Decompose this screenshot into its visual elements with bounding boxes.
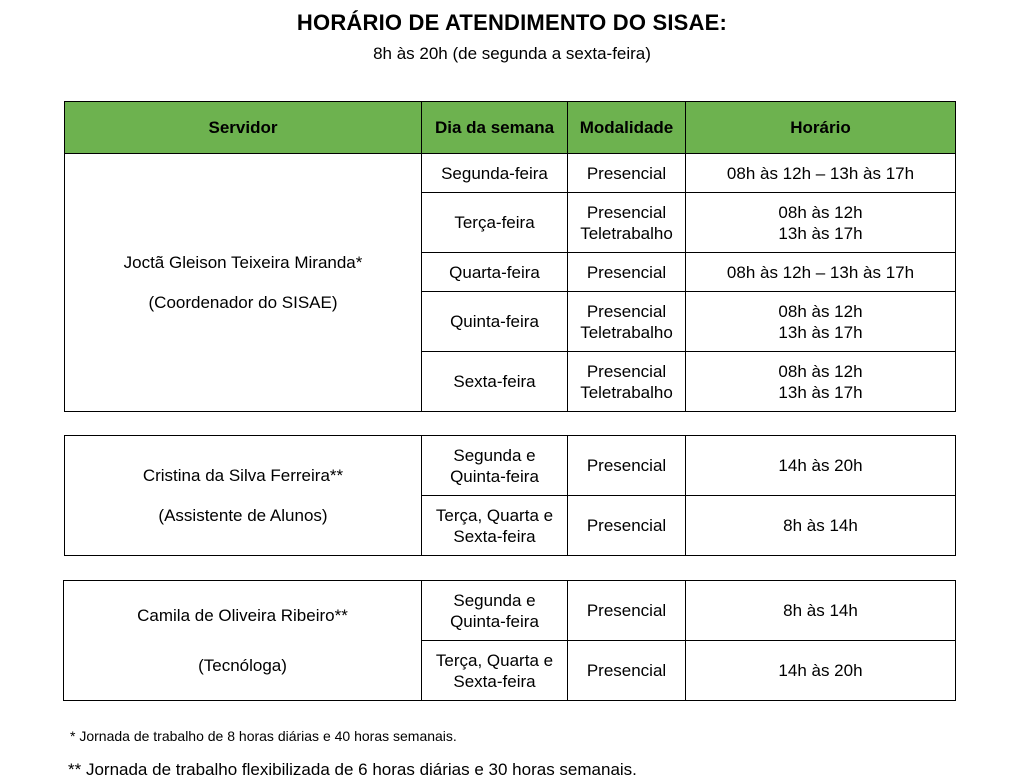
schedule-table-coordenador: [64, 101, 956, 412]
servidor-cell: [64, 581, 422, 701]
horario-cell: 14h às 20h: [686, 641, 956, 701]
dia-cell: Sexta-feira: [422, 352, 568, 412]
horario-cell: 08h às 12h – 13h às 17h: [686, 253, 956, 292]
page-subtitle: 8h às 20h (de segunda a sexta-feira): [373, 44, 651, 63]
header-servidor: Servidor: [65, 102, 422, 154]
header-horario: Horário: [686, 102, 956, 154]
servidor-cell: [65, 436, 422, 556]
servidor-name: Camila de Oliveira Ribeiro**: [137, 606, 348, 625]
schedule-table-tecnologa: [63, 580, 956, 701]
horario-cell: 08h às 12h 13h às 17h: [686, 352, 956, 412]
page-title: HORÁRIO DE ATENDIMENTO DO SISAE:: [296, 10, 728, 35]
horario-cell: 8h às 14h: [686, 581, 956, 641]
servidor-role: (Coordenador do SISAE): [148, 293, 338, 312]
dia-cell: Segunda-feira: [422, 154, 568, 193]
modalidade-cell: Presencial: [568, 253, 686, 292]
horario-cell: 08h às 12h – 13h às 17h: [686, 154, 956, 193]
servidor-role: (Assistente de Alunos): [158, 506, 328, 525]
dia-cell: Segunda e Quinta-feira: [422, 436, 568, 496]
modalidade-cell: Presencial Teletrabalho: [568, 352, 686, 412]
servidor-name: Cristina da Silva Ferreira**: [142, 466, 344, 485]
modalidade-cell: Presencial: [568, 581, 686, 641]
footnote-6h: ** Jornada de trabalho flexibilizada de 6 horas diárias e 30 horas semanais.: [68, 760, 637, 779]
horario-cell: 08h às 12h 13h às 17h: [686, 292, 956, 352]
horario-cell: 8h às 14h: [686, 496, 956, 556]
dia-cell: Terça, Quarta e Sexta-feira: [422, 496, 568, 556]
dia-cell: Quinta-feira: [422, 292, 568, 352]
table-row: [65, 154, 956, 193]
horario-cell: 14h às 20h: [686, 436, 956, 496]
servidor-cell: [65, 154, 422, 412]
dia-cell: Quarta-feira: [422, 253, 568, 292]
header-dia: Dia da semana: [422, 102, 568, 154]
table-row: [65, 436, 956, 496]
header-modalidade: Modalidade: [568, 102, 686, 154]
modalidade-cell: Presencial Teletrabalho: [568, 292, 686, 352]
dia-cell: Terça, Quarta e Sexta-feira: [422, 641, 568, 701]
dia-cell: Terça-feira: [422, 193, 568, 253]
table-row: [64, 581, 956, 641]
schedule-table-assistente: [64, 435, 956, 556]
modalidade-cell: Presencial: [568, 641, 686, 701]
servidor-name: Joctã Gleison Teixeira Miranda*: [123, 253, 363, 272]
modalidade-cell: Presencial: [568, 496, 686, 556]
footnote-8h: * Jornada de trabalho de 8 horas diárias e 40 horas semanais.: [70, 728, 457, 744]
modalidade-cell: Presencial: [568, 436, 686, 496]
horario-cell: 08h às 12h 13h às 17h: [686, 193, 956, 253]
modalidade-cell: Presencial: [568, 154, 686, 193]
dia-cell: Segunda e Quinta-feira: [422, 581, 568, 641]
servidor-role: (Tecnóloga): [198, 656, 287, 675]
table-header-row: [65, 102, 956, 154]
modalidade-cell: Presencial Teletrabalho: [568, 193, 686, 253]
